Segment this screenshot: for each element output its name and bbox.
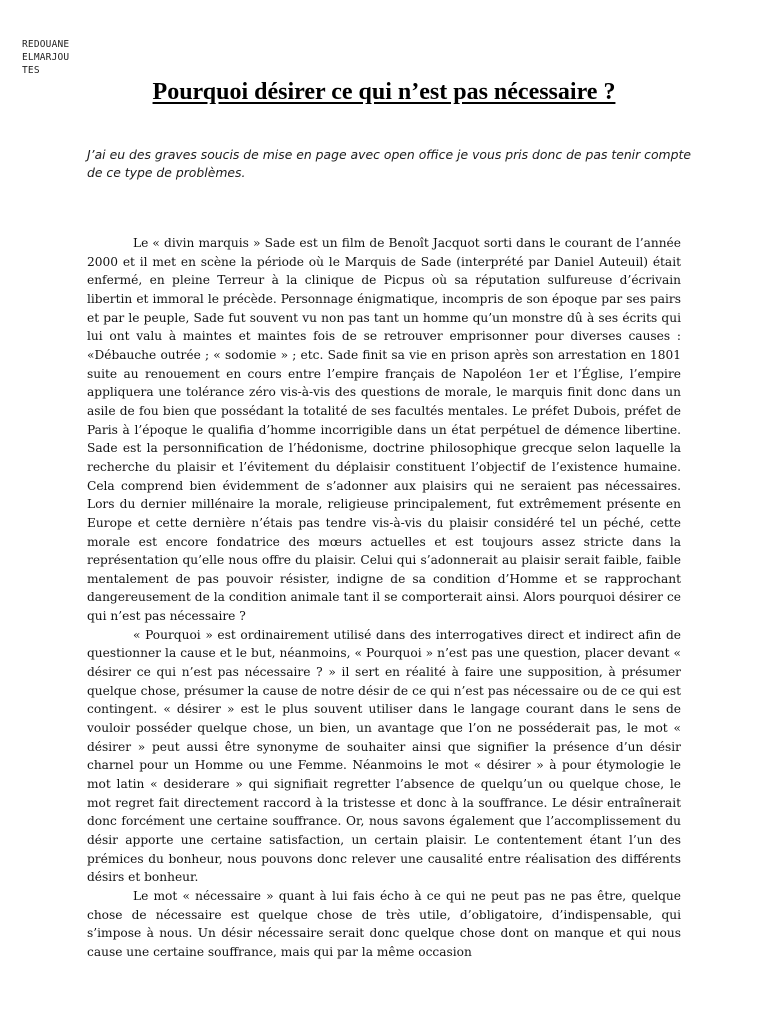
document-title: Pourquoi désirer ce qui n’est pas nécessaire ? bbox=[152, 79, 616, 105]
paragraph-2: « Pourquoi » est ordinairement utilisé dans des interrogatives direct et indirect afin de questionner la cause et le but, néanmoins, « Pourquoi » n’est pas une question, placer devant « désirer ce qui n’est pas nécessaire ? » il sert en réalité à faire une supposition, à présumer quelque chose, présumer la cause de notre désir de ce qui n’est pas nécessaire ou de ce qui est contingent. « désirer » est le plus souvent utiliser dans le langage courant dans le sens de vouloir posséder quelque chose, un bien, un avantage que l’on ne posséderait pas, le mot « désirer » peut aussi être synonyme de souhaiter ainsi que signifier la présence d’un désir charnel pour un Homme ou une Femme. Néanmoins le mot « désirer » à pour étymologie le mot latin « desiderare » qui signifiait regretter l’absence de quelqu’un ou quelque chose, le mot regret fait directement raccord à la tristesse et donc à la souffrance. Le désir entraînerait donc forcément une certaine souffrance. Or, nous savons également que l’accomplissement du désir apporte une certaine satisfaction, un certain plaisir. Le contentement étant l’un des prémices du bonheur, nous pouvons donc relever une causalité entre réalisation des différents désirs et bonheur. bbox=[87, 627, 681, 885]
author-name bbox=[22, 38, 69, 77]
document-body bbox=[87, 234, 681, 962]
author-line-2: ELMARJOU bbox=[22, 52, 70, 63]
paragraph-1: Le « divin marquis » Sade est un film de Benoît Jacquot sorti dans le courant de l’année 2000 et il met en scène la période où le Marquis de Sade (interprété par Daniel Auteuil) était enfermé, en pleine Terreur à la clinique de Picpus où sa réputation sulfureuse d’écrivain libertin et immoral le précède. Personnage énigmatique, incompris de son époque par ses pairs et par le peuple, Sade fut souvent vu non pas tant un homme qu’un monstre dû à ses écrits qui lui ont valu à maintes et maintes fois de se retrouver emprisonner pour diverses causes : «Débauche outrée ; « sodomie » ; etc. Sade finit sa vie en prison après son arrestation en 1801 suite au renouement en cours entre l’empire français de Napoléon 1er et l’Église, l’empire appliquera une tolérance zéro vis-à-vis des questions de morale, le marquis finit donc dans un asile de fou bien que possédant la totalité de ses facultés mentales. Le préfet Dubois, préfet de Paris à l’époque le qualifia d’homme incorrigible dans un état perpétuel de démence libertine. Sade est la personnification de l’hédonisme, doctrine philosophique grecque selon laquelle la recherche du plaisir et l’évitement du déplaisir constituent l’objectif de l’existence humaine. Cela comprend bien évidemment de s’adonner aux plaisirs qui ne seraient pas nécessaires. Lors du dernier millénaire la morale, religieuse principalement, fut extrêmement présente en Europe et cette dernière n’étais pas tendre vis-à-vis du plaisir considéré tel un péché, cette morale est encore fondatrice des mœurs actuelles et est toujours assez stricte dans la représentation qu’elle nous offre du plaisir. Celui qui s’adonnerait au plaisir serait faible, faible mentalement de pas pouvoir résister, indigne de sa condition d’Homme et se rapprochant dangereusement de la condition animale tant il se comporterait ainsi. Alors pourquoi désirer ce qui n’est pas nécessaire ? bbox=[87, 236, 681, 624]
paragraph-3: Le mot « nécessaire » quant à lui fais écho à ce qui ne peut pas ne pas être, quelque chose de nécessaire est quelque chose de très utile, d’obligatoire, d’indispensable, qui s’impose à nous. Un désir nécessaire serait donc quelque chose dont on manque et qui nous cause une certaine souffrance, mais qui par la même occasion bbox=[87, 888, 681, 959]
author-line-1: REDOUANE bbox=[22, 39, 70, 50]
author-line-3: TES bbox=[22, 65, 40, 76]
italic-note: J’ai eu des graves soucis de mise en page avec open office je vous pris donc de pas tenir compte de ce type de problèmes. bbox=[87, 147, 691, 180]
